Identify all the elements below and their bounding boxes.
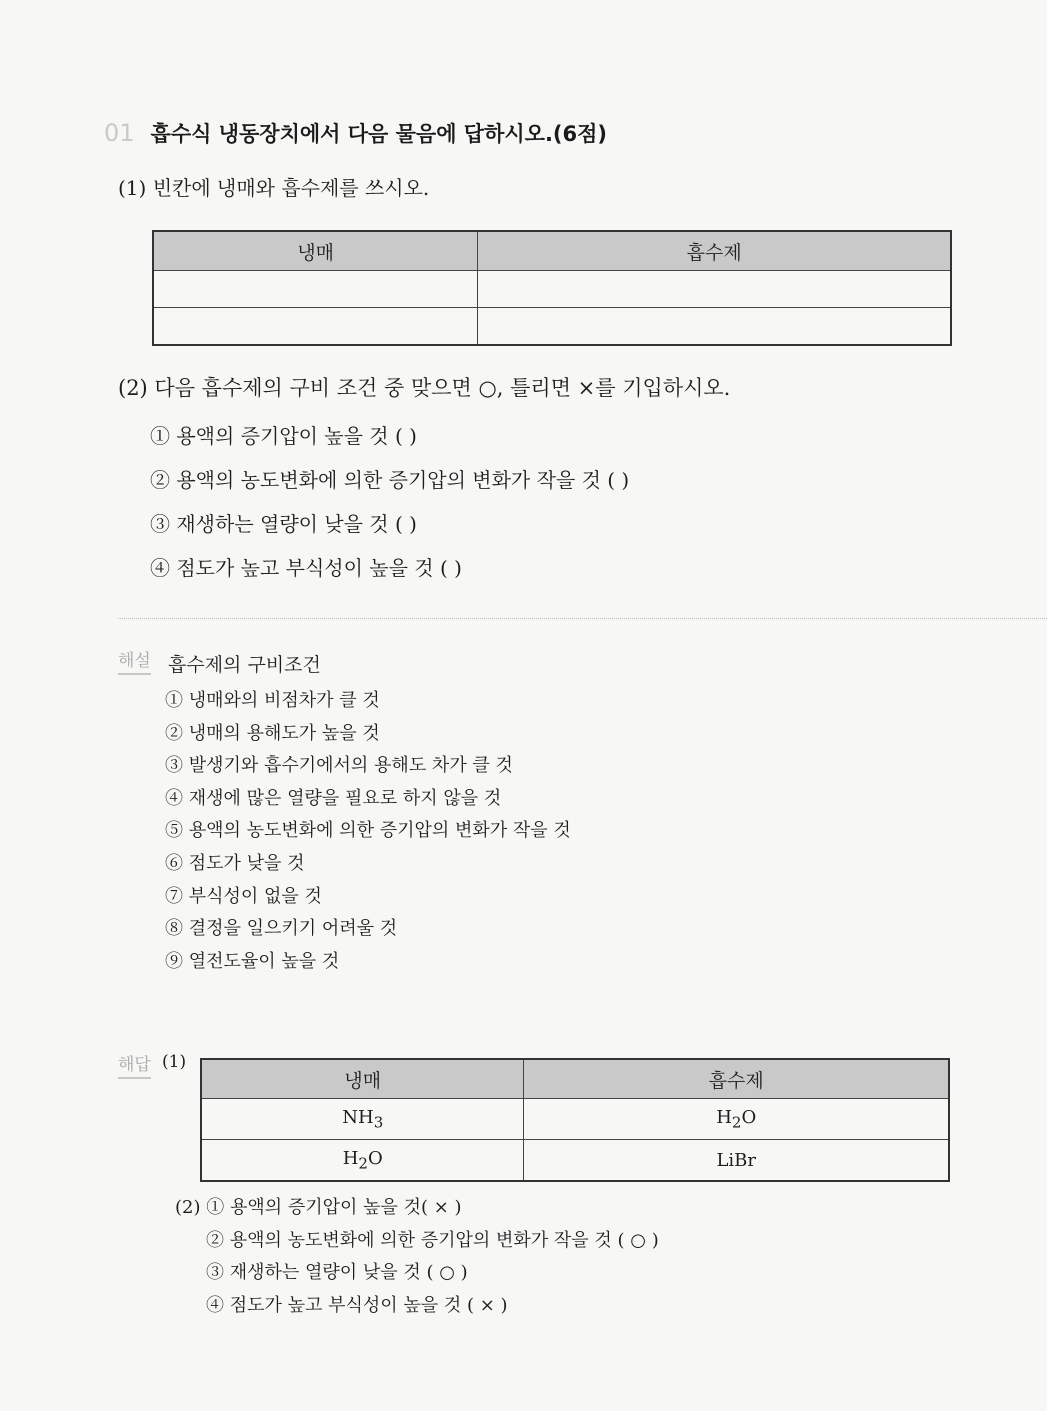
explanation-heading: 흡수제의 구비조건 [168,654,321,676]
blank-cell [153,308,478,346]
condition-item-4: ④ 점도가 높고 부식성이 높을 것 ( ) [150,556,462,580]
answer-part2-label: (2) [175,1197,201,1218]
header-absorbent: 흡수제 [478,231,951,271]
part1-instruction: (1) 빈칸에 냉매와 흡수제를 쓰시오. [118,176,430,200]
answer-item: ① 용액의 증기압이 높을 것( × ) [206,1197,462,1218]
answer-part2-list [175,1192,659,1322]
answer-part1-label: (1) [162,1052,187,1072]
explanation-item: ⑦ 부식성이 없을 것 [165,885,322,907]
explanation-item: ① 냉매와의 비점차가 클 것 [165,690,380,711]
explanation-tag: 해설 [118,646,151,675]
question-number: 01 [104,119,135,147]
answer-item: ② 용액의 농도변화에 의한 증기압의 변화가 작을 것 ( ○ ) [206,1229,659,1251]
answer-table [200,1058,950,1182]
explanation-list [165,685,571,978]
blank-cell [478,271,951,308]
answer-cell-absorbent-2: LiBr [524,1140,949,1182]
answer-header-refrigerant: 냉매 [201,1059,524,1099]
explanation-item: ② 냉매의 용해도가 높을 것 [165,722,380,744]
condition-item-3: ③ 재생하는 열량이 낮을 것 ( ) [150,512,417,536]
answer-item: ③ 재생하는 열량이 낮을 것 ( ○ ) [206,1262,468,1284]
blank-cell [478,308,951,346]
condition-item-2: ② 용액의 농도변화에 의한 증기압의 변화가 작을 것 ( ) [150,468,630,492]
answer-tag: 해답 [118,1050,151,1079]
explanation-item: ⑨ 열전도율이 높을 것 [165,950,340,972]
answer-header-absorbent: 흡수제 [524,1059,949,1099]
question-title: 흡수식 냉동장치에서 다음 물음에 답하시오.(6점) [150,122,608,146]
explanation-item: ③ 발생기와 흡수기에서의 용해도 차가 클 것 [165,755,513,777]
explanation-item: ⑤ 용액의 농도변화에 의한 증기압의 변화가 작을 것 [165,820,571,842]
explanation-item: ⑥ 점도가 낮을 것 [165,852,305,874]
header-refrigerant: 냉매 [153,231,478,271]
answer-item: ④ 점도가 높고 부식성이 높을 것 ( × ) [206,1294,508,1316]
condition-item-1: ① 용액의 증기압이 높을 것 ( ) [150,424,417,448]
part2-instruction: (2) 다음 흡수제의 구비 조건 중 맞으면 ○, 틀리면 ×를 기입하시오. [118,376,731,400]
blank-cell [153,271,478,308]
explanation-item: ⑧ 결정을 일으키기 어려울 것 [165,918,398,940]
blank-answer-table [152,230,952,346]
answer-cell-absorbent-1: $H_2O$ [524,1099,949,1140]
question-header [104,118,607,148]
answer-cell-refrigerant-1: $NH_3$ [201,1099,524,1140]
answer-item-row [175,1192,659,1225]
section-divider [118,618,1047,619]
answer-cell-refrigerant-2: $H_2O$ [201,1140,524,1182]
explanation-item: ④ 재생에 많은 열량을 필요로 하지 않을 것 [165,787,502,809]
